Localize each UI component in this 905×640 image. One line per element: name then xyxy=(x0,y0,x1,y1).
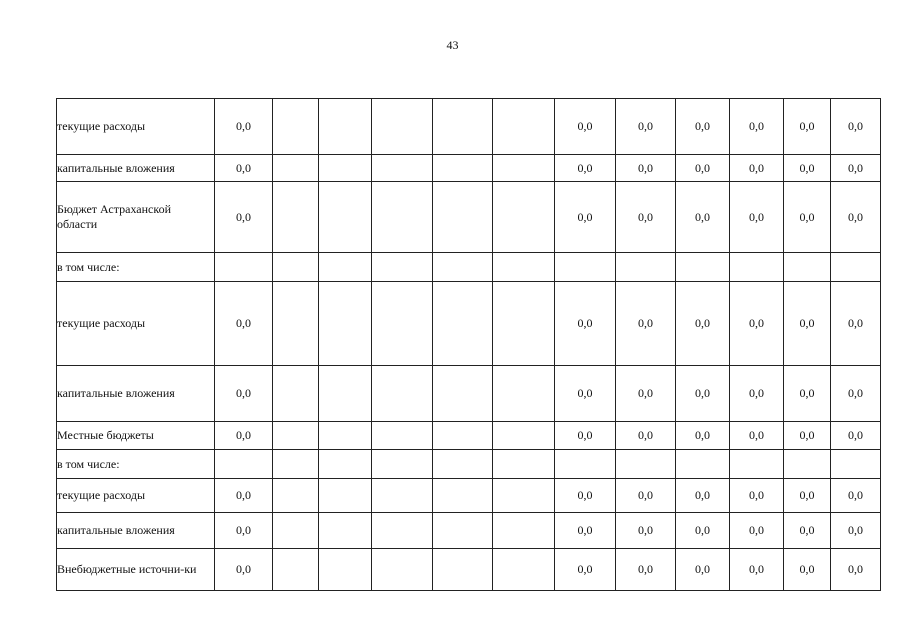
value-cell xyxy=(555,450,616,479)
value-cell: 0,0 xyxy=(616,99,676,155)
value-cell xyxy=(676,253,730,282)
page-number: 43 xyxy=(446,38,459,52)
value-cell xyxy=(273,282,319,366)
value-cell xyxy=(493,282,555,366)
value-cell xyxy=(784,253,831,282)
value-cell: 0,0 xyxy=(555,99,616,155)
value-cell: 0,0 xyxy=(676,155,730,182)
value-cell xyxy=(433,479,493,513)
row-label: Местные бюджеты xyxy=(57,422,215,450)
value-cell: 0,0 xyxy=(784,479,831,513)
value-cell xyxy=(372,155,433,182)
row-label: Бюджет Астраханской области xyxy=(57,182,215,253)
table-row xyxy=(57,422,881,450)
value-cell xyxy=(215,253,273,282)
value-cell xyxy=(433,99,493,155)
value-cell xyxy=(273,513,319,549)
value-cell xyxy=(433,513,493,549)
value-cell: 0,0 xyxy=(730,366,784,422)
value-cell: 0,0 xyxy=(616,422,676,450)
value-cell: 0,0 xyxy=(730,282,784,366)
value-cell: 0,0 xyxy=(831,155,881,182)
value-cell xyxy=(555,253,616,282)
value-cell xyxy=(273,366,319,422)
value-cell: 0,0 xyxy=(784,422,831,450)
value-cell: 0,0 xyxy=(215,182,273,253)
table-row xyxy=(57,450,881,479)
table-row xyxy=(57,282,881,366)
value-cell xyxy=(319,450,372,479)
value-cell: 0,0 xyxy=(730,479,784,513)
value-cell xyxy=(372,549,433,591)
row-label: капитальные вложения xyxy=(57,155,215,182)
value-cell xyxy=(273,99,319,155)
row-label: капитальные вложения xyxy=(57,513,215,549)
value-cell xyxy=(273,450,319,479)
value-cell xyxy=(493,366,555,422)
value-cell xyxy=(273,422,319,450)
value-cell xyxy=(319,549,372,591)
table-row xyxy=(57,549,881,591)
value-cell xyxy=(433,155,493,182)
value-cell: 0,0 xyxy=(555,182,616,253)
value-cell xyxy=(372,450,433,479)
value-cell xyxy=(730,253,784,282)
value-cell: 0,0 xyxy=(676,513,730,549)
value-cell: 0,0 xyxy=(555,366,616,422)
value-cell: 0,0 xyxy=(730,513,784,549)
value-cell: 0,0 xyxy=(215,513,273,549)
value-cell xyxy=(319,99,372,155)
value-cell xyxy=(319,479,372,513)
value-cell xyxy=(319,182,372,253)
value-cell xyxy=(784,450,831,479)
value-cell xyxy=(273,549,319,591)
value-cell xyxy=(493,513,555,549)
value-cell: 0,0 xyxy=(215,99,273,155)
value-cell xyxy=(616,253,676,282)
value-cell: 0,0 xyxy=(215,155,273,182)
value-cell xyxy=(831,253,881,282)
value-cell: 0,0 xyxy=(616,282,676,366)
value-cell: 0,0 xyxy=(676,422,730,450)
value-cell: 0,0 xyxy=(730,549,784,591)
value-cell: 0,0 xyxy=(784,155,831,182)
value-cell xyxy=(372,182,433,253)
value-cell xyxy=(372,513,433,549)
value-cell xyxy=(676,450,730,479)
value-cell: 0,0 xyxy=(676,366,730,422)
value-cell xyxy=(493,253,555,282)
row-label: в том числе: xyxy=(57,450,215,479)
row-label: текущие расходы xyxy=(57,99,215,155)
value-cell: 0,0 xyxy=(555,282,616,366)
value-cell: 0,0 xyxy=(831,366,881,422)
value-cell: 0,0 xyxy=(676,479,730,513)
value-cell xyxy=(319,422,372,450)
row-label: Внебюджетные источни-ки xyxy=(57,549,215,591)
value-cell xyxy=(433,549,493,591)
value-cell: 0,0 xyxy=(676,182,730,253)
table-row xyxy=(57,155,881,182)
value-cell: 0,0 xyxy=(676,549,730,591)
value-cell: 0,0 xyxy=(555,513,616,549)
row-label: в том числе: xyxy=(57,253,215,282)
value-cell: 0,0 xyxy=(676,282,730,366)
value-cell: 0,0 xyxy=(831,479,881,513)
value-cell: 0,0 xyxy=(784,366,831,422)
budget-table xyxy=(56,98,881,591)
row-label: капитальные вложения xyxy=(57,366,215,422)
value-cell xyxy=(433,253,493,282)
value-cell xyxy=(319,155,372,182)
value-cell: 0,0 xyxy=(784,513,831,549)
value-cell: 0,0 xyxy=(616,155,676,182)
value-cell: 0,0 xyxy=(784,182,831,253)
value-cell xyxy=(616,450,676,479)
value-cell: 0,0 xyxy=(831,182,881,253)
value-cell: 0,0 xyxy=(616,513,676,549)
value-cell: 0,0 xyxy=(215,282,273,366)
value-cell xyxy=(319,282,372,366)
value-cell xyxy=(730,450,784,479)
table-row xyxy=(57,366,881,422)
value-cell: 0,0 xyxy=(831,422,881,450)
value-cell xyxy=(433,422,493,450)
value-cell: 0,0 xyxy=(215,479,273,513)
value-cell xyxy=(372,366,433,422)
value-cell xyxy=(493,182,555,253)
row-label: текущие расходы xyxy=(57,479,215,513)
value-cell xyxy=(493,549,555,591)
value-cell xyxy=(215,450,273,479)
table-row xyxy=(57,513,881,549)
value-cell: 0,0 xyxy=(616,182,676,253)
value-cell: 0,0 xyxy=(784,549,831,591)
value-cell xyxy=(273,479,319,513)
value-cell: 0,0 xyxy=(616,549,676,591)
value-cell: 0,0 xyxy=(831,99,881,155)
value-cell xyxy=(433,182,493,253)
value-cell: 0,0 xyxy=(831,282,881,366)
table-row xyxy=(57,479,881,513)
value-cell xyxy=(493,155,555,182)
value-cell: 0,0 xyxy=(555,155,616,182)
value-cell: 0,0 xyxy=(215,549,273,591)
value-cell: 0,0 xyxy=(784,99,831,155)
value-cell xyxy=(493,422,555,450)
value-cell xyxy=(372,282,433,366)
value-cell xyxy=(273,182,319,253)
value-cell: 0,0 xyxy=(555,422,616,450)
value-cell: 0,0 xyxy=(555,549,616,591)
value-cell: 0,0 xyxy=(730,99,784,155)
value-cell xyxy=(493,450,555,479)
value-cell: 0,0 xyxy=(730,155,784,182)
value-cell xyxy=(273,253,319,282)
value-cell xyxy=(372,422,433,450)
value-cell: 0,0 xyxy=(730,422,784,450)
value-cell: 0,0 xyxy=(730,182,784,253)
value-cell xyxy=(433,450,493,479)
value-cell xyxy=(493,479,555,513)
table-row xyxy=(57,253,881,282)
value-cell xyxy=(319,253,372,282)
value-cell xyxy=(319,366,372,422)
value-cell xyxy=(273,155,319,182)
value-cell xyxy=(372,479,433,513)
value-cell xyxy=(433,282,493,366)
value-cell: 0,0 xyxy=(831,549,881,591)
value-cell: 0,0 xyxy=(616,366,676,422)
value-cell: 0,0 xyxy=(616,479,676,513)
value-cell: 0,0 xyxy=(215,366,273,422)
value-cell: 0,0 xyxy=(831,513,881,549)
row-label: текущие расходы xyxy=(57,282,215,366)
table-row xyxy=(57,99,881,155)
value-cell: 0,0 xyxy=(676,99,730,155)
value-cell xyxy=(319,513,372,549)
table-row xyxy=(57,182,881,253)
value-cell: 0,0 xyxy=(784,282,831,366)
value-cell xyxy=(372,99,433,155)
value-cell: 0,0 xyxy=(215,422,273,450)
value-cell xyxy=(372,253,433,282)
value-cell xyxy=(433,366,493,422)
value-cell xyxy=(831,450,881,479)
value-cell xyxy=(493,99,555,155)
value-cell: 0,0 xyxy=(555,479,616,513)
